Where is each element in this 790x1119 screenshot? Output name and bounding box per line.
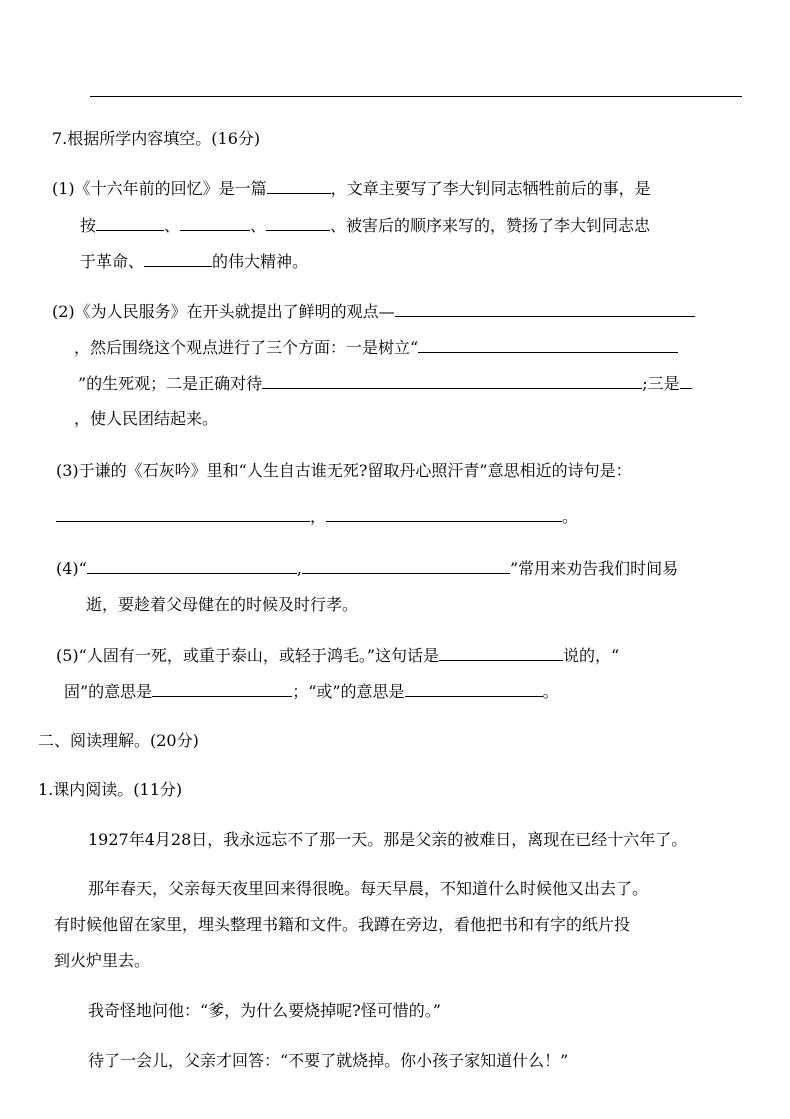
blank-q7-1-spirit[interactable] xyxy=(144,250,212,267)
q7-1-text-a: (1)《十六年前的回忆》是一篇 xyxy=(52,179,267,198)
q7-1-text-b: ，文章主要写了李大钊同志牺牲前后的事，是 xyxy=(330,179,651,198)
blank-q7-5-speaker[interactable] xyxy=(439,644,563,661)
q7-item-3-line-2: ， 。 xyxy=(56,505,578,528)
section-2-title: 二、阅读理解。(20分) xyxy=(38,731,199,750)
q7-item-4-line-2: 逝，要趁着父母健在的时候及时行孝。 xyxy=(86,595,359,614)
blank-q7-4-verse-2[interactable] xyxy=(302,557,510,574)
q7-item-4-line-1: (4)“ , ”常用来劝告我们时间易 xyxy=(56,559,679,578)
q7-item-3-line-1: (3)于谦的《石灰吟》里和“人生自古谁无死?留取丹心照汗青”意思相近的诗句是： xyxy=(56,461,632,480)
blank-q7-1-order-3[interactable] xyxy=(266,214,330,231)
passage-para-4: 待了一会儿，父亲才回答：“不要了就烧掉。你小孩子家知道什么！” xyxy=(88,1051,569,1070)
q7-item-2-line-2: ，然后围绕这个观点进行了三个方面：一是树立“ xyxy=(74,336,678,359)
blank-q7-2-treat[interactable] xyxy=(262,372,642,389)
q7-item-5-line-1: (5)“人固有一死，或重于泰山，或轻于鸿毛。”这句话是 说的，“ xyxy=(56,646,620,665)
passage-para-2-line-1: 那年春天，父亲每天夜里回来得很晚。每天早晨，不知道什么时候他又出去了。 xyxy=(88,879,649,898)
header-rule xyxy=(90,96,742,97)
reading-1-title: 1.课内阅读。(11分) xyxy=(38,780,183,799)
blank-q7-2-viewpoint[interactable] xyxy=(395,300,695,317)
blank-q7-1-order-1[interactable] xyxy=(96,214,164,231)
q7-item-2-line-1: (2)《为人民服务》在开头就提出了鲜明的观点— xyxy=(52,300,695,323)
q7-item-2-line-3: ”的生死观；二是正确对待 ;三是 xyxy=(78,372,692,395)
q7-item-1-line-1 xyxy=(52,177,651,200)
blank-q7-5-huo-meaning[interactable] xyxy=(405,680,543,697)
blank-q7-2-third[interactable] xyxy=(680,372,692,389)
passage-para-3: 我奇怪地问他：“爹，为什么要烧掉呢?怪可惜的。” xyxy=(88,1001,441,1020)
blank-q7-4-verse-1[interactable] xyxy=(87,557,297,574)
passage-para-2-line-2: 有时候他留在家里，埋头整理书籍和文件。我蹲在旁边，看他把书和有字的纸片投 xyxy=(54,915,631,934)
q7-item-5-line-2: 固”的意思是 ；“或”的意思是 。 xyxy=(64,682,559,701)
blank-q7-3-verse-2[interactable] xyxy=(326,505,562,522)
passage-para-1: 1927年4月28日，我永远忘不了那一天。那是父亲的被难日，离现在已经十六年了。 xyxy=(88,830,688,849)
blank-q7-2-life-death[interactable] xyxy=(418,336,678,353)
passage-para-2-line-3: 到火炉里去。 xyxy=(54,951,151,970)
blank-q7-5-gu-meaning[interactable] xyxy=(152,680,292,697)
blank-q7-3-verse-1[interactable] xyxy=(56,505,310,522)
question-7-title: 7.根据所学内容填空。(16分) xyxy=(52,129,261,148)
blank-q7-1-genre[interactable] xyxy=(267,177,331,194)
q7-item-2-line-4: ，使人民团结起来。 xyxy=(74,409,219,428)
blank-q7-1-order-2[interactable] xyxy=(180,214,250,231)
q7-item-1-line-2: 按 、 、 、被害后的顺序来写的，赞扬了李大钊同志忠 xyxy=(80,216,651,235)
q7-item-1-line-3: 于革命、 的伟大精神。 xyxy=(80,252,309,271)
